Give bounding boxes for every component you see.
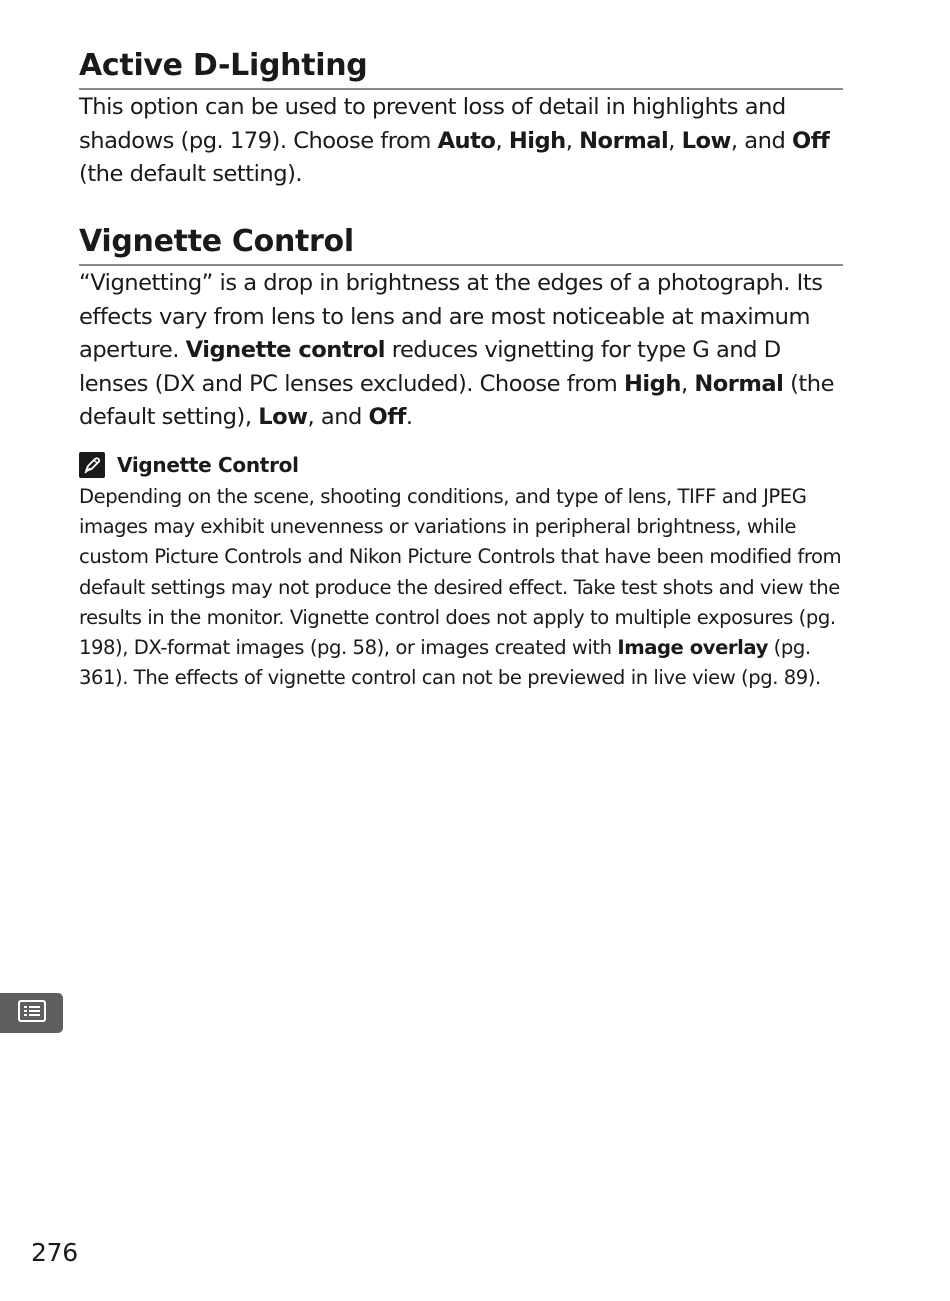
pencil-note-icon — [79, 452, 105, 478]
section-vignette-control — [79, 224, 843, 435]
term-image-overlay: Image overlay — [617, 636, 768, 660]
body-text-run: , — [680, 370, 695, 397]
note-vignette-control — [79, 450, 849, 693]
option-normal: Normal — [579, 127, 669, 154]
option-normal: Normal — [694, 370, 784, 397]
note-text-run: (pg. 361). The effects of vignette control can not be previewed in live view (pg. 89). — [79, 636, 821, 690]
term-vignette-control: Vignette control — [185, 337, 386, 364]
body-text-run: , and — [730, 127, 792, 154]
option-high: High — [624, 370, 681, 397]
note-body — [79, 482, 849, 693]
section-heading: Vignette Control — [79, 224, 843, 266]
body-text-run: (the default setting). — [79, 161, 303, 188]
option-high: High — [508, 127, 566, 154]
option-auto: Auto — [437, 127, 496, 154]
note-title: Vignette Control — [117, 453, 299, 477]
menu-list-icon — [17, 999, 47, 1027]
body-text-run: , — [565, 127, 580, 154]
section-body — [79, 90, 843, 192]
option-off: Off — [791, 127, 830, 154]
page-number: 276 — [31, 1238, 78, 1267]
section-active-d-lighting — [79, 48, 843, 192]
body-text-run: “Vignetting” is a drop in brightness at the edges of a photograph. Its effects vary from lens to lens and are most noticeable at maximum aperture. — [79, 270, 823, 364]
body-text-run: reduces vignetting for type G and D lenses (DX and PC lenses excluded). Choose from — [79, 337, 781, 397]
body-text-run: (the default setting), — [79, 370, 834, 431]
body-text-run: This option can be used to prevent loss of detail in highlights and shadows (pg. 179). Choose from — [79, 94, 786, 154]
body-text-run: , — [495, 127, 509, 154]
note-header — [79, 450, 849, 480]
body-text-run: , — [668, 127, 682, 154]
body-text-run: . — [405, 404, 413, 431]
option-low: Low — [681, 127, 731, 154]
option-low: Low — [258, 404, 308, 431]
section-heading: Active D-Lighting — [79, 48, 843, 90]
body-text-run: , and — [307, 404, 369, 431]
menu-section-tab — [0, 993, 63, 1033]
note-text-run: Depending on the scene, shooting conditions, and type of lens, TIFF and JPEG images may exhibit unevenness or variations in peripheral brightness, while custom Picture Controls and Nikon Picture Controls that have been modified from default settings may not produce the desired effect. Take test shots and view the results in the monitor. Vignette control does not apply to multiple exposures (pg. 198), DX-format images (pg. 58), or images created with — [79, 485, 842, 660]
option-off: Off — [368, 404, 406, 431]
section-body — [79, 266, 843, 435]
